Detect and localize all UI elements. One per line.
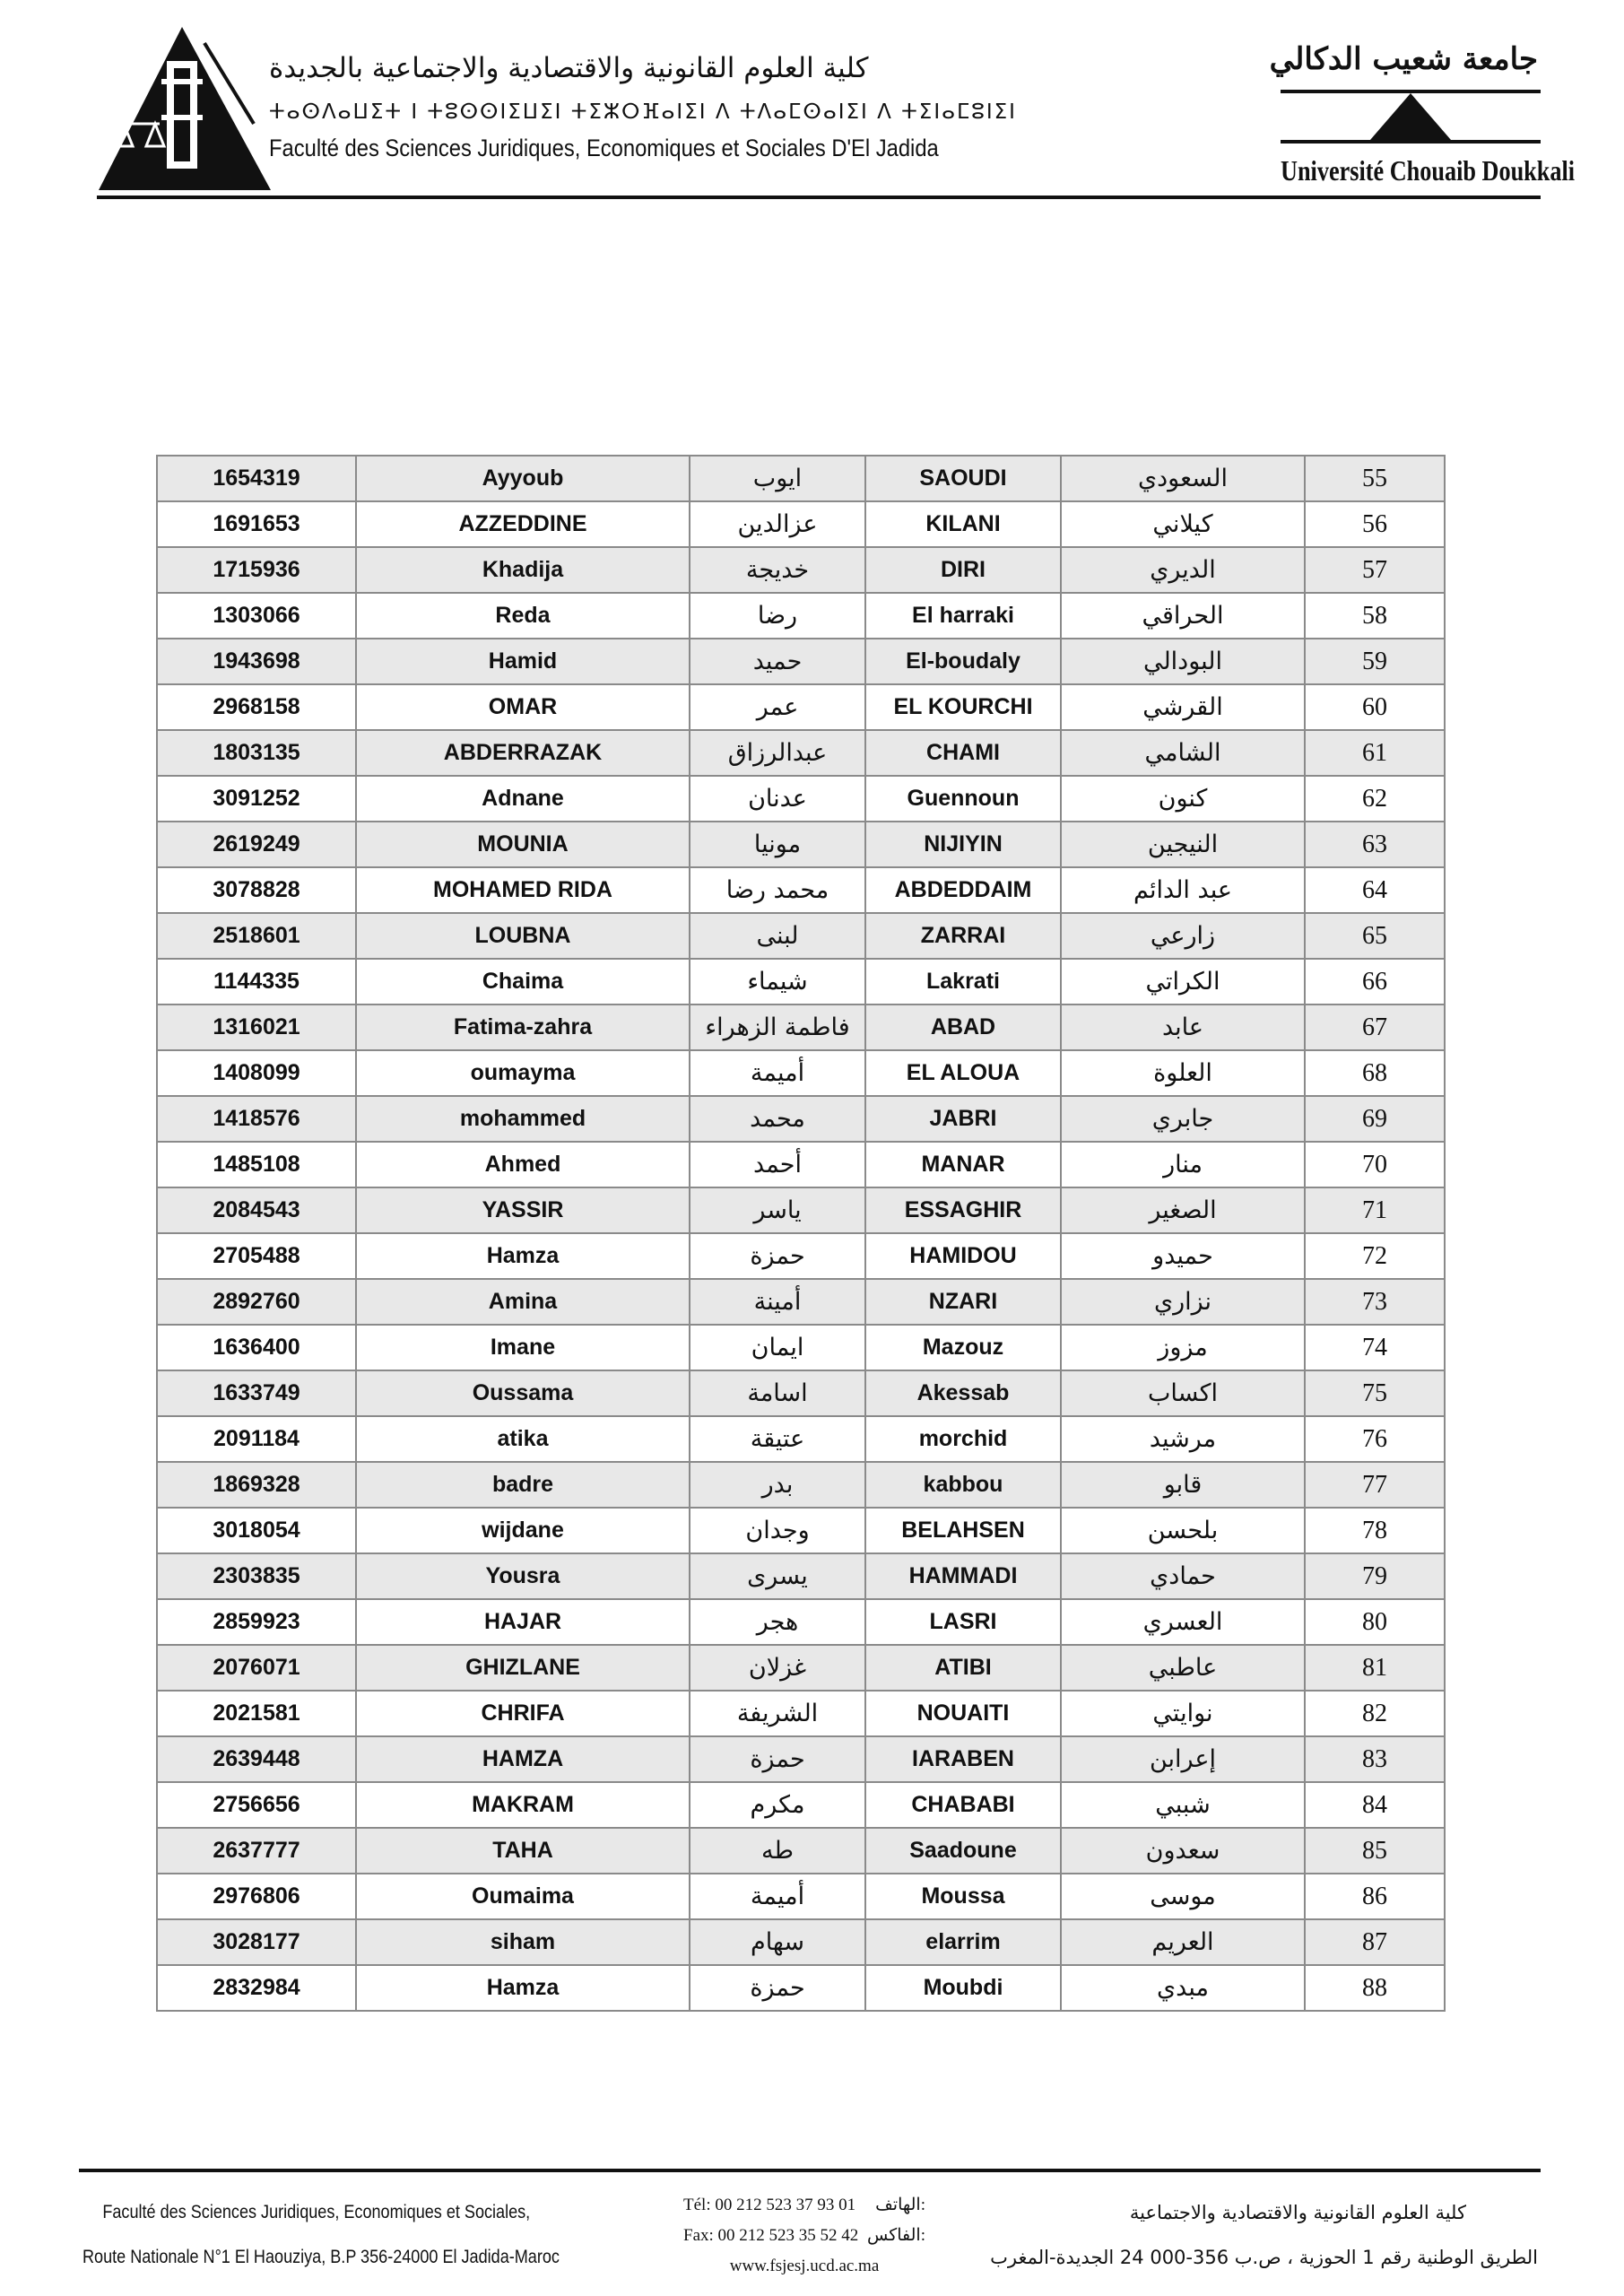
student-id-cell: 2637777: [157, 1828, 356, 1874]
first-name-ar-cell: أمينة: [690, 1279, 865, 1325]
last-name-fr-cell: Saadoune: [865, 1828, 1061, 1874]
first-name-ar-cell: غزلان: [690, 1645, 865, 1691]
last-name-ar-cell: النيجين: [1061, 822, 1305, 867]
first-name-ar-cell: الشريفة: [690, 1691, 865, 1736]
first-name-ar-cell: خديجة: [690, 547, 865, 593]
first-name-fr-cell: Hamza: [356, 1965, 690, 2011]
row-number-cell: 56: [1305, 501, 1445, 547]
row-number-cell: 66: [1305, 959, 1445, 1004]
student-id-cell: 1715936: [157, 547, 356, 593]
first-name-fr-cell: Fatima-zahra: [356, 1004, 690, 1050]
student-id-cell: 1654319: [157, 456, 356, 501]
student-id-cell: 2021581: [157, 1691, 356, 1736]
table-row: [157, 867, 1445, 913]
last-name-ar-cell: السعودي: [1061, 456, 1305, 501]
first-name-fr-cell: Hamza: [356, 1233, 690, 1279]
row-number-cell: 87: [1305, 1919, 1445, 1965]
first-name-ar-cell: اسامة: [690, 1370, 865, 1416]
student-id-cell: 2619249: [157, 822, 356, 867]
first-name-fr-cell: Ayyoub: [356, 456, 690, 501]
last-name-fr-cell: MANAR: [865, 1142, 1061, 1187]
first-name-fr-cell: HAJAR: [356, 1599, 690, 1645]
first-name-ar-cell: يسرى: [690, 1553, 865, 1599]
table-row: [157, 1782, 1445, 1828]
row-number-cell: 71: [1305, 1187, 1445, 1233]
first-name-ar-cell: أحمد: [690, 1142, 865, 1187]
last-name-fr-cell: ATIBI: [865, 1645, 1061, 1691]
table-row: [157, 822, 1445, 867]
last-name-ar-cell: اكساب: [1061, 1370, 1305, 1416]
row-number-cell: 58: [1305, 593, 1445, 639]
table-row: [157, 1736, 1445, 1782]
last-name-ar-cell: كنون: [1061, 776, 1305, 822]
table-row: [157, 1828, 1445, 1874]
table-row: [157, 1508, 1445, 1553]
last-name-ar-cell: شببي: [1061, 1782, 1305, 1828]
faculty-name-french: Faculté des Sciences Juridiques, Economiques et Sociales D'El Jadida: [269, 135, 939, 161]
student-id-cell: 1316021: [157, 1004, 356, 1050]
last-name-fr-cell: Lakrati: [865, 959, 1061, 1004]
page-header: [0, 0, 1624, 206]
table-row: [157, 1965, 1445, 2011]
last-name-ar-cell: عابد: [1061, 1004, 1305, 1050]
first-name-ar-cell: ايوب: [690, 456, 865, 501]
student-id-cell: 1691653: [157, 501, 356, 547]
student-id-cell: 2303835: [157, 1553, 356, 1599]
table-row: [157, 684, 1445, 730]
student-id-cell: 1869328: [157, 1462, 356, 1508]
table-row: [157, 456, 1445, 501]
table-row: [157, 1187, 1445, 1233]
first-name-fr-cell: Chaima: [356, 959, 690, 1004]
student-id-cell: 2832984: [157, 1965, 356, 2011]
row-number-cell: 81: [1305, 1645, 1445, 1691]
header-divider: [97, 196, 1541, 199]
row-number-cell: 82: [1305, 1691, 1445, 1736]
last-name-ar-cell: البودالي: [1061, 639, 1305, 684]
footer-divider: [79, 2169, 1541, 2172]
table-row: [157, 959, 1445, 1004]
row-number-cell: 57: [1305, 547, 1445, 593]
student-id-cell: 2076071: [157, 1645, 356, 1691]
first-name-fr-cell: HAMZA: [356, 1736, 690, 1782]
first-name-fr-cell: Ahmed: [356, 1142, 690, 1187]
last-name-ar-cell: الحراقي: [1061, 593, 1305, 639]
row-number-cell: 59: [1305, 639, 1445, 684]
last-name-fr-cell: morchid: [865, 1416, 1061, 1462]
footer-tel-ar: الهاتف:: [875, 2196, 925, 2214]
last-name-ar-cell: حميدو: [1061, 1233, 1305, 1279]
last-name-fr-cell: EL KOURCHI: [865, 684, 1061, 730]
last-name-fr-cell: JABRI: [865, 1096, 1061, 1142]
first-name-ar-cell: بدر: [690, 1462, 865, 1508]
row-number-cell: 65: [1305, 913, 1445, 959]
first-name-ar-cell: حميد: [690, 639, 865, 684]
university-name-arabic: جامعة شعيب الدكالي: [1269, 41, 1538, 77]
last-name-fr-cell: CHAMI: [865, 730, 1061, 776]
last-name-fr-cell: SAOUDI: [865, 456, 1061, 501]
footer-address-french: [83, 2190, 560, 2280]
first-name-ar-cell: ايمان: [690, 1325, 865, 1370]
last-name-ar-cell: مرشيد: [1061, 1416, 1305, 1462]
last-name-fr-cell: BELAHSEN: [865, 1508, 1061, 1553]
faculty-name-tifinagh: ⵜⴰⵙⴷⴰⵡⵉⵜ ⵏ ⵜⵓⵙⵙⵏⵉⵡⵉⵏ ⵜⵉⵣⵔⴼⴰⵏⵉⵏ ⴷ ⵜⴷⴰⵎⵙⴰⵏⵉⵏ ⴷ ⵜⵉⵏⴰⵎⵓⵏⵉⵏ: [269, 100, 1017, 124]
first-name-ar-cell: هجر: [690, 1599, 865, 1645]
last-name-ar-cell: العريم: [1061, 1919, 1305, 1965]
first-name-fr-cell: LOUBNA: [356, 913, 690, 959]
student-id-cell: 2091184: [157, 1416, 356, 1462]
first-name-fr-cell: oumayma: [356, 1050, 690, 1096]
last-name-ar-cell: الكراتي: [1061, 959, 1305, 1004]
student-id-cell: 1303066: [157, 593, 356, 639]
last-name-ar-cell: موسى: [1061, 1874, 1305, 1919]
first-name-ar-cell: وجدان: [690, 1508, 865, 1553]
footer-faculty-ar: كلية العلوم القانونية والاقتصادية والاجتماعية: [1129, 2202, 1466, 2223]
student-id-cell: 2892760: [157, 1279, 356, 1325]
row-number-cell: 63: [1305, 822, 1445, 867]
student-id-cell: 1418576: [157, 1096, 356, 1142]
last-name-ar-cell: حمادي: [1061, 1553, 1305, 1599]
last-name-ar-cell: إعرابن: [1061, 1736, 1305, 1782]
student-id-cell: 2705488: [157, 1233, 356, 1279]
first-name-ar-cell: طه: [690, 1828, 865, 1874]
first-name-fr-cell: Adnane: [356, 776, 690, 822]
row-number-cell: 78: [1305, 1508, 1445, 1553]
row-number-cell: 74: [1305, 1325, 1445, 1370]
student-id-cell: 1144335: [157, 959, 356, 1004]
student-list: [156, 455, 1444, 2012]
table-row: [157, 776, 1445, 822]
first-name-ar-cell: عمر: [690, 684, 865, 730]
last-name-fr-cell: ABAD: [865, 1004, 1061, 1050]
last-name-fr-cell: Guennoun: [865, 776, 1061, 822]
row-number-cell: 84: [1305, 1782, 1445, 1828]
last-name-ar-cell: سعدون: [1061, 1828, 1305, 1874]
last-name-fr-cell: Moubdi: [865, 1965, 1061, 2011]
last-name-ar-cell: بلحسن: [1061, 1508, 1305, 1553]
last-name-fr-cell: ABDEDDAIM: [865, 867, 1061, 913]
first-name-fr-cell: AZZEDDINE: [356, 501, 690, 547]
table-row: [157, 1050, 1445, 1096]
first-name-fr-cell: GHIZLANE: [356, 1645, 690, 1691]
first-name-fr-cell: Hamid: [356, 639, 690, 684]
first-name-fr-cell: siham: [356, 1919, 690, 1965]
last-name-ar-cell: زارعي: [1061, 913, 1305, 959]
last-name-ar-cell: قابو: [1061, 1462, 1305, 1508]
last-name-fr-cell: DIRI: [865, 547, 1061, 593]
table-row: [157, 1462, 1445, 1508]
row-number-cell: 70: [1305, 1142, 1445, 1187]
last-name-ar-cell: جابري: [1061, 1096, 1305, 1142]
first-name-fr-cell: mohammed: [356, 1096, 690, 1142]
last-name-ar-cell: كيلاني: [1061, 501, 1305, 547]
row-number-cell: 64: [1305, 867, 1445, 913]
row-number-cell: 88: [1305, 1965, 1445, 2011]
table-row: [157, 1416, 1445, 1462]
last-name-fr-cell: Mazouz: [865, 1325, 1061, 1370]
first-name-ar-cell: عدنان: [690, 776, 865, 822]
last-name-ar-cell: نزاري: [1061, 1279, 1305, 1325]
first-name-ar-cell: لبنى: [690, 913, 865, 959]
last-name-fr-cell: HAMIDOU: [865, 1233, 1061, 1279]
last-name-fr-cell: Moussa: [865, 1874, 1061, 1919]
first-name-fr-cell: badre: [356, 1462, 690, 1508]
last-name-fr-cell: EL ALOUA: [865, 1050, 1061, 1096]
last-name-fr-cell: elarrim: [865, 1919, 1061, 1965]
row-number-cell: 86: [1305, 1874, 1445, 1919]
student-id-cell: 3091252: [157, 776, 356, 822]
student-table: [156, 455, 1446, 2012]
first-name-ar-cell: عبدالرزاق: [690, 730, 865, 776]
student-id-cell: 1633749: [157, 1370, 356, 1416]
table-row: [157, 1233, 1445, 1279]
first-name-fr-cell: TAHA: [356, 1828, 690, 1874]
last-name-fr-cell: NOUAITI: [865, 1691, 1061, 1736]
first-name-ar-cell: مونيا: [690, 822, 865, 867]
row-number-cell: 73: [1305, 1279, 1445, 1325]
table-row: [157, 1919, 1445, 1965]
last-name-ar-cell: مبدي: [1061, 1965, 1305, 2011]
first-name-fr-cell: Reda: [356, 593, 690, 639]
table-row: [157, 639, 1445, 684]
row-number-cell: 67: [1305, 1004, 1445, 1050]
first-name-fr-cell: CHRIFA: [356, 1691, 690, 1736]
last-name-ar-cell: عاطبي: [1061, 1645, 1305, 1691]
last-name-fr-cell: LASRI: [865, 1599, 1061, 1645]
last-name-ar-cell: الصغير: [1061, 1187, 1305, 1233]
row-number-cell: 76: [1305, 1416, 1445, 1462]
faculty-name-arabic: كلية العلوم القانونية والاقتصادية والاجتماعية بالجديدة: [269, 52, 869, 84]
last-name-fr-cell: Akessab: [865, 1370, 1061, 1416]
footer-route-fr: Route Nationale N°1 El Haouziya, B.P 356-24000 El Jadida-Maroc: [83, 2247, 560, 2267]
first-name-fr-cell: atika: [356, 1416, 690, 1462]
footer-contact: [683, 2190, 925, 2282]
university-logo: [1281, 88, 1541, 152]
row-number-cell: 69: [1305, 1096, 1445, 1142]
row-number-cell: 72: [1305, 1233, 1445, 1279]
first-name-fr-cell: MOHAMED RIDA: [356, 867, 690, 913]
first-name-ar-cell: عتيقة: [690, 1416, 865, 1462]
table-body: [157, 456, 1445, 2011]
first-name-fr-cell: Yousra: [356, 1553, 690, 1599]
student-id-cell: 2859923: [157, 1599, 356, 1645]
last-name-fr-cell: KILANI: [865, 501, 1061, 547]
last-name-fr-cell: NZARI: [865, 1279, 1061, 1325]
table-row: [157, 593, 1445, 639]
footer-tel: Tél: 00 212 523 37 93 01: [683, 2196, 856, 2214]
first-name-ar-cell: شيماء: [690, 959, 865, 1004]
last-name-fr-cell: CHABABI: [865, 1782, 1061, 1828]
last-name-ar-cell: عبد الدائم: [1061, 867, 1305, 913]
table-row: [157, 1004, 1445, 1050]
first-name-fr-cell: Oumaima: [356, 1874, 690, 1919]
student-id-cell: 1408099: [157, 1050, 356, 1096]
first-name-fr-cell: MAKRAM: [356, 1782, 690, 1828]
first-name-fr-cell: Amina: [356, 1279, 690, 1325]
footer-fax: Fax: 00 212 523 35 52 42: [683, 2226, 859, 2245]
row-number-cell: 60: [1305, 684, 1445, 730]
student-id-cell: 2518601: [157, 913, 356, 959]
first-name-ar-cell: حمزة: [690, 1965, 865, 2011]
last-name-ar-cell: الديري: [1061, 547, 1305, 593]
table-row: [157, 1691, 1445, 1736]
last-name-ar-cell: مزوز: [1061, 1325, 1305, 1370]
row-number-cell: 68: [1305, 1050, 1445, 1096]
first-name-fr-cell: MOUNIA: [356, 822, 690, 867]
first-name-ar-cell: سهام: [690, 1919, 865, 1965]
row-number-cell: 75: [1305, 1370, 1445, 1416]
first-name-fr-cell: ABDERRAZAK: [356, 730, 690, 776]
footer-route-ar: الطريق الوطنية رقم 1 الحوزية ، ص.ب 356-000 24 الجديدة-المغرب: [990, 2247, 1538, 2268]
first-name-ar-cell: ياسر: [690, 1187, 865, 1233]
table-row: [157, 730, 1445, 776]
first-name-ar-cell: مكرم: [690, 1782, 865, 1828]
table-row: [157, 1142, 1445, 1187]
last-name-fr-cell: IARABEN: [865, 1736, 1061, 1782]
first-name-ar-cell: أميمة: [690, 1874, 865, 1919]
table-row: [157, 501, 1445, 547]
footer-address-arabic: [990, 2190, 1538, 2280]
row-number-cell: 62: [1305, 776, 1445, 822]
student-id-cell: 3078828: [157, 867, 356, 913]
last-name-ar-cell: القرشي: [1061, 684, 1305, 730]
table-row: [157, 1599, 1445, 1645]
first-name-fr-cell: wijdane: [356, 1508, 690, 1553]
student-id-cell: 2976806: [157, 1874, 356, 1919]
first-name-fr-cell: Khadija: [356, 547, 690, 593]
last-name-fr-cell: ZARRAI: [865, 913, 1061, 959]
footer-fax-ar: الفاكس:: [866, 2226, 925, 2245]
first-name-fr-cell: Oussama: [356, 1370, 690, 1416]
footer-faculty-fr: Faculté des Sciences Juridiques, Economiques et Sociales,: [102, 2202, 531, 2222]
last-name-ar-cell: العلوة: [1061, 1050, 1305, 1096]
student-id-cell: 1803135: [157, 730, 356, 776]
last-name-ar-cell: نوايتي: [1061, 1691, 1305, 1736]
row-number-cell: 85: [1305, 1828, 1445, 1874]
row-number-cell: 83: [1305, 1736, 1445, 1782]
last-name-fr-cell: El-boudaly: [865, 639, 1061, 684]
student-id-cell: 1636400: [157, 1325, 356, 1370]
student-id-cell: 3028177: [157, 1919, 356, 1965]
first-name-ar-cell: عزالدين: [690, 501, 865, 547]
row-number-cell: 79: [1305, 1553, 1445, 1599]
first-name-ar-cell: فاطمة الزهراء: [690, 1004, 865, 1050]
table-row: [157, 1325, 1445, 1370]
first-name-ar-cell: حمزة: [690, 1233, 865, 1279]
last-name-fr-cell: HAMMADI: [865, 1553, 1061, 1599]
last-name-ar-cell: العسري: [1061, 1599, 1305, 1645]
student-id-cell: 2639448: [157, 1736, 356, 1782]
table-row: [157, 1553, 1445, 1599]
last-name-ar-cell: الشامي: [1061, 730, 1305, 776]
table-row: [157, 1279, 1445, 1325]
row-number-cell: 77: [1305, 1462, 1445, 1508]
student-id-cell: 2756656: [157, 1782, 356, 1828]
row-number-cell: 55: [1305, 456, 1445, 501]
last-name-ar-cell: منار: [1061, 1142, 1305, 1187]
table-row: [157, 1645, 1445, 1691]
table-row: [157, 1370, 1445, 1416]
faculty-logo: [97, 25, 273, 192]
last-name-fr-cell: El harraki: [865, 593, 1061, 639]
first-name-fr-cell: YASSIR: [356, 1187, 690, 1233]
first-name-fr-cell: Imane: [356, 1325, 690, 1370]
row-number-cell: 80: [1305, 1599, 1445, 1645]
table-row: [157, 547, 1445, 593]
student-id-cell: 2084543: [157, 1187, 356, 1233]
student-id-cell: 3018054: [157, 1508, 356, 1553]
last-name-fr-cell: ESSAGHIR: [865, 1187, 1061, 1233]
table-row: [157, 913, 1445, 959]
student-id-cell: 2968158: [157, 684, 356, 730]
university-name-french: Université Chouaib Doukkali: [1281, 154, 1576, 187]
footer-website[interactable]: www.fsjesj.ucd.ac.ma: [729, 2257, 880, 2275]
table-row: [157, 1874, 1445, 1919]
first-name-ar-cell: رضا: [690, 593, 865, 639]
student-id-cell: 1943698: [157, 639, 356, 684]
row-number-cell: 61: [1305, 730, 1445, 776]
last-name-fr-cell: NIJIYIN: [865, 822, 1061, 867]
first-name-ar-cell: أميمة: [690, 1050, 865, 1096]
first-name-ar-cell: حمزة: [690, 1736, 865, 1782]
student-id-cell: 1485108: [157, 1142, 356, 1187]
first-name-fr-cell: OMAR: [356, 684, 690, 730]
first-name-ar-cell: محمد رضا: [690, 867, 865, 913]
first-name-ar-cell: محمد: [690, 1096, 865, 1142]
table-row: [157, 1096, 1445, 1142]
last-name-fr-cell: kabbou: [865, 1462, 1061, 1508]
